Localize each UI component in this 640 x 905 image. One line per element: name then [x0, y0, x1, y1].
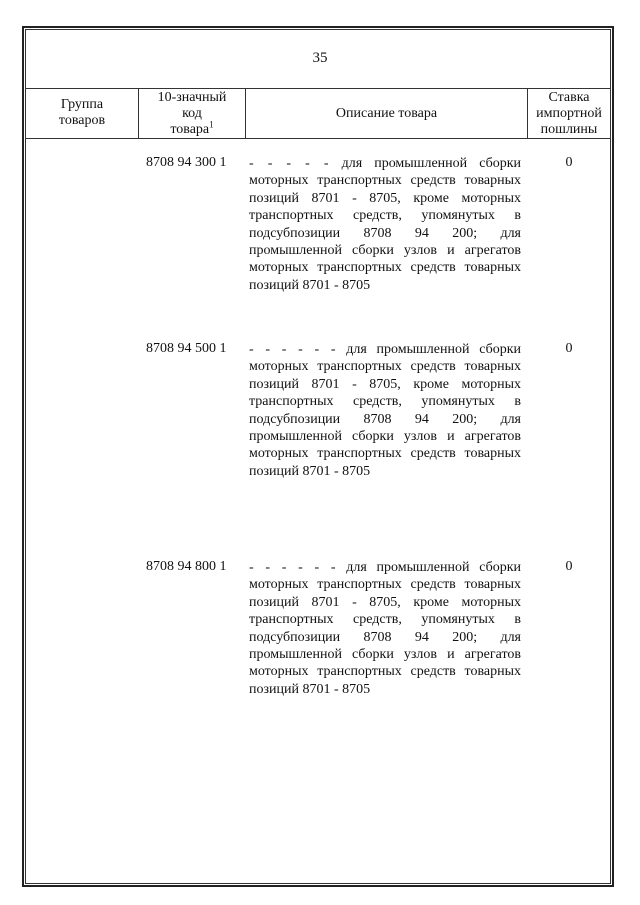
table-top-rule	[26, 88, 611, 89]
row-2-description: - - - - - - для промышленной сборки моторных транспортных средств товарных позиций 8701 - 8705, кроме моторных транспортных средств, упомянутых в подсубпозиции 8708 94 200; для промышленной сборки узлов и агрегатов моторных транспортных средств товарных позиций 8701 - 8705	[249, 342, 521, 479]
row-3-description: - - - - - - для промышленной сборки моторных транспортных средств товарных позиций 8701 - 8705, кроме моторных транспортных средств, упомянутых в подсубпозиции 8708 94 200; для промышленной сборки узлов и агрегатов моторных транспортных средств товарных позиций 8701 - 8705	[249, 560, 521, 697]
row-1-rate: 0	[565, 155, 573, 170]
row-2-code: 8708 94 500 1	[146, 341, 227, 356]
header-rate: Ставка импортной пошлины	[536, 90, 602, 137]
row-1-description: - - - - - для промышленной сборки моторных транспортных средств товарных позиций 8701 - 8705, кроме моторных транспортных средств, упомянутых в подсубпозиции 8708 94 200; для промышленной сборки узлов и агрегатов моторных транспортных средств товарных позиций 8701 - 8705	[249, 156, 521, 293]
footnote-mark: 1	[209, 119, 214, 130]
header-bottom-rule	[26, 138, 611, 139]
row-3-code: 8708 94 800 1	[146, 559, 227, 574]
header-group: Группа товаров	[58, 97, 106, 128]
row-3-rate: 0	[565, 559, 573, 574]
page-number: 35	[312, 50, 328, 66]
row-2-rate: 0	[565, 341, 573, 356]
header-description: Описание товара	[335, 106, 438, 121]
header-code: 10-значный код товара$^1$	[157, 90, 227, 137]
row-1-code: 8708 94 300 1	[146, 155, 227, 170]
